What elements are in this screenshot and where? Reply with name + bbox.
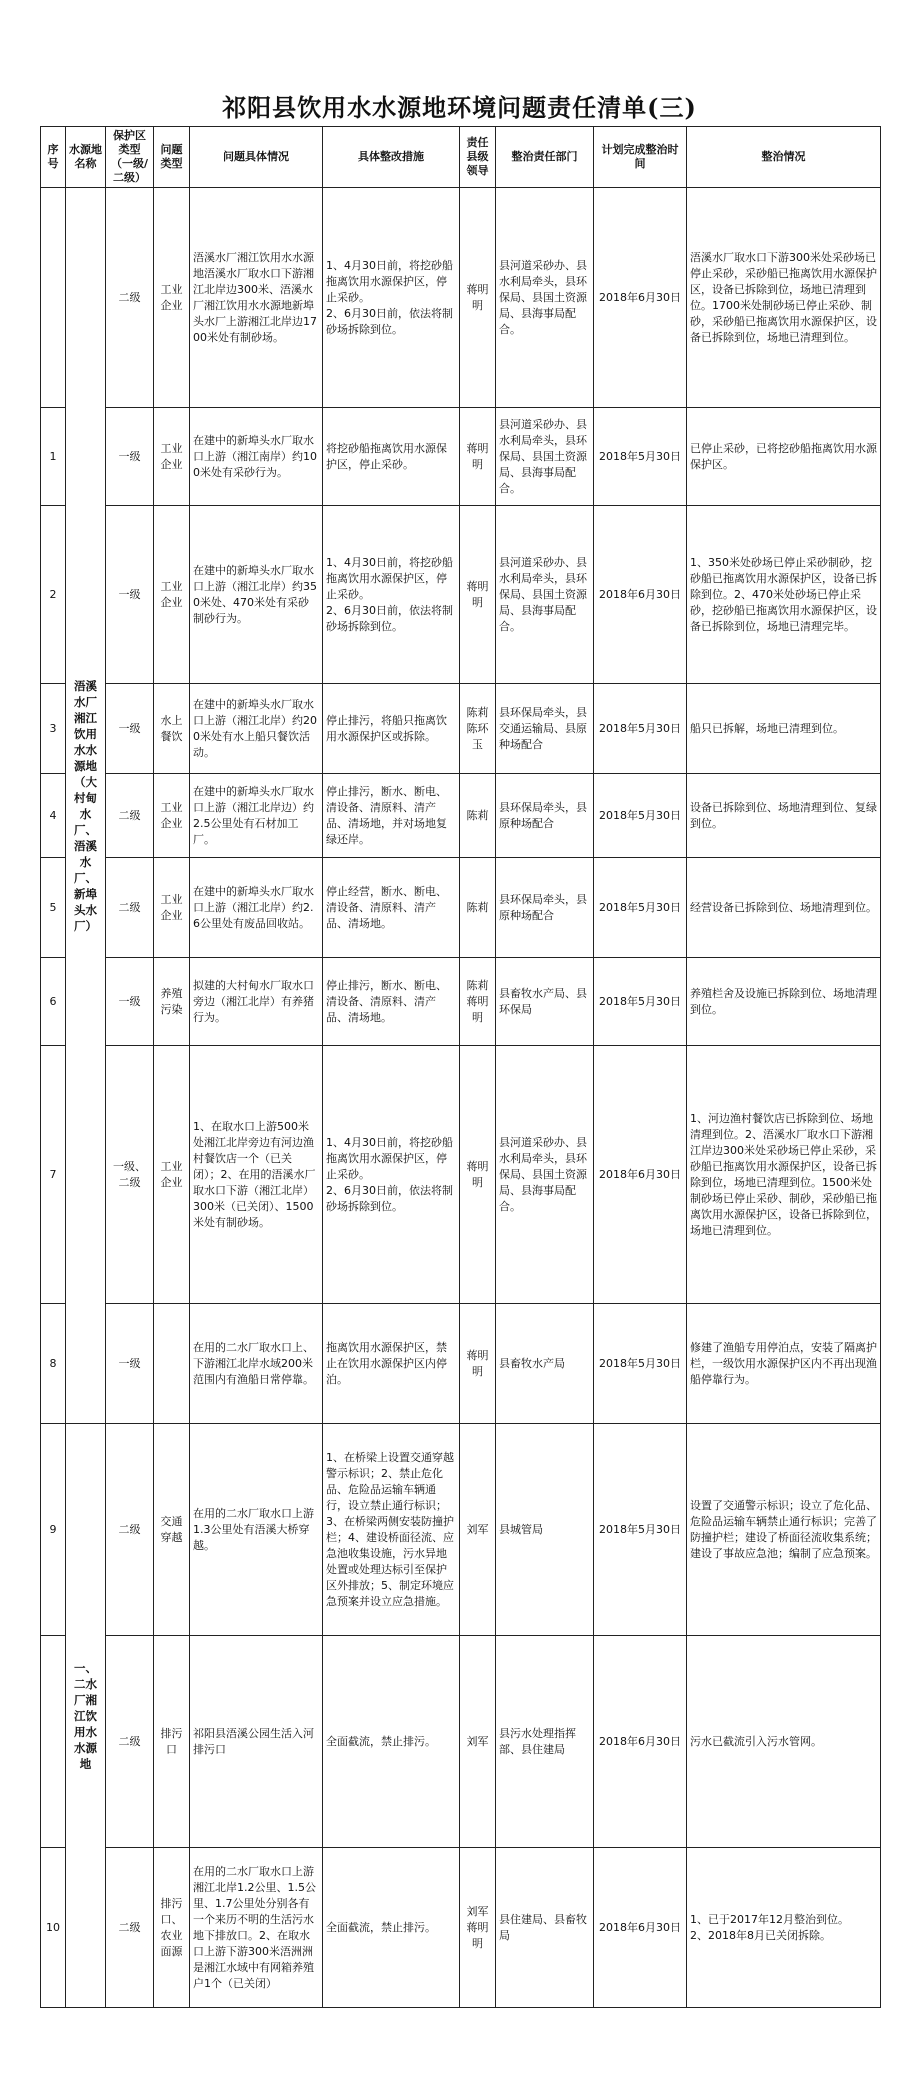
cell-problem-type: 排污口、农业面源 [154, 1848, 190, 2008]
cell-detail: 拟建的大村甸水厂取水口旁边（湘江北岸）有养猪行为。 [190, 958, 323, 1046]
cell-leader: 蒋明明 [460, 188, 496, 408]
header-deadline: 计划完成整治时间 [594, 127, 687, 188]
cell-detail: 浯溪水厂湘江饮用水水源地浯溪水厂取水口下游湘江北岸边300米、浯溪水厂湘江饮用水水源地新埠头水厂上游湘江北岸边1700米处有制砂场。 [190, 188, 323, 408]
cell-deadline: 2018年5月30日 [594, 958, 687, 1046]
cell-leader: 蒋明明 [460, 408, 496, 506]
page-title: 祁阳县饮用水水源地环境问题责任清单(三) [222, 93, 697, 122]
cell-zone: 一级 [106, 408, 154, 506]
cell-leader: 刘军蒋明明 [460, 1848, 496, 2008]
cell-dept: 县环保局牵头，县原种场配合 [496, 774, 594, 858]
cell-deadline: 2018年5月30日 [594, 684, 687, 774]
table-row [41, 1304, 881, 1424]
cell-measure: 停止排污，断水、断电、清设备、清原料、清产品、清场地。 [323, 958, 460, 1046]
cell-dept: 县城管局 [496, 1424, 594, 1636]
cell-problem-type: 交通穿越 [154, 1424, 190, 1636]
cell-zone: 一级 [106, 958, 154, 1046]
cell-leader: 陈莉 [460, 774, 496, 858]
table-row [41, 858, 881, 958]
header-source: 水源地名称 [66, 127, 106, 188]
cell-detail: 在用的二水厂取水口上游1.3公里处有浯溪大桥穿越。 [190, 1424, 323, 1636]
cell-seq: 7 [41, 1046, 66, 1304]
cell-deadline: 2018年5月30日 [594, 774, 687, 858]
cell-detail: 在建中的新埠头水厂取水口上游（湘江南岸）约100米处有采砂行为。 [190, 408, 323, 506]
cell-source-group: 浯溪水厂湘江饮用水水源地（大村甸水厂、浯溪水厂、新埠头水厂） [66, 188, 106, 1424]
table-row [41, 684, 881, 774]
header-detail: 问题具体情况 [190, 127, 323, 188]
cell-seq: 2 [41, 506, 66, 684]
cell-measure: 全面截流，禁止排污。 [323, 1848, 460, 2008]
cell-deadline: 2018年6月30日 [594, 188, 687, 408]
cell-leader: 蒋明明 [460, 1046, 496, 1304]
cell-dept: 县河道采砂办、县水利局牵头，县环保局、县国土资源局、县海事局配合。 [496, 1046, 594, 1304]
cell-measure: 停止排污，将船只拖离饮用水源保护区或拆除。 [323, 684, 460, 774]
cell-status: 养殖栏舍及设施已拆除到位、场地清理到位。 [687, 958, 881, 1046]
cell-problem-type: 养殖污染 [154, 958, 190, 1046]
cell-detail: 1、在取水口上游500米处湘江北岸旁边有河边渔村餐饮店一个（已关闭）；2、在用的浯溪水厂取水口下游（湘江北岸）300米（已关闭）、1500米处有制砂场。 [190, 1046, 323, 1304]
cell-detail: 在用的二水厂取水口上、下游湘江北岸水域200米范围内有渔船日常停靠。 [190, 1304, 323, 1424]
cell-seq: 9 [41, 1424, 66, 1636]
cell-seq: 10 [41, 1848, 66, 2008]
cell-zone: 二级 [106, 858, 154, 958]
cell-problem-type: 工业企业 [154, 506, 190, 684]
cell-zone: 一级 [106, 684, 154, 774]
cell-deadline: 2018年5月30日 [594, 858, 687, 958]
header-measure: 具体整改措施 [323, 127, 460, 188]
cell-seq: 6 [41, 958, 66, 1046]
cell-detail: 祁阳县浯溪公园生活入河排污口 [190, 1636, 323, 1848]
header-zone: 保护区类型（一级/二级） [106, 127, 154, 188]
cell-zone: 一级、二级 [106, 1046, 154, 1304]
cell-deadline: 2018年5月30日 [594, 1304, 687, 1424]
cell-dept: 县畜牧水产局 [496, 1304, 594, 1424]
cell-status: 设置了交通警示标识；设立了危化品、危险品运输车辆禁止通行标识；完善了防撞护栏；建设了桥面径流收集系统；建设了事故应急池；编制了应急预案。 [687, 1424, 881, 1636]
cell-measure: 停止排污，断水、断电、清设备、清原料、清产品、清场地，并对场地复绿还岸。 [323, 774, 460, 858]
cell-problem-type: 水上餐饮 [154, 684, 190, 774]
cell-measure: 1、在桥梁上设置交通穿越警示标识；2、禁止危化品、危险品运输车辆通行，设立禁止通行标识；3、在桥梁两侧安装防撞护栏；4、建设桥面径流、应急池收集设施，污水异地处置或处理达标引至保护区外排放；5、制定环境应急预案并设立应急措施。 [323, 1424, 460, 1636]
cell-dept: 县河道采砂办、县水利局牵头，县环保局、县国土资源局、县海事局配合。 [496, 506, 594, 684]
cell-leader: 刘军 [460, 1636, 496, 1848]
table-row [41, 408, 881, 506]
cell-status: 1、350米处砂场已停止采砂制砂，挖砂船已拖离饮用水源保护区，设备已拆除到位。2、470米处砂场已停止采砂，挖砂船已拖离饮用水源保护区，设备已拆除到位，场地已清理完毕。 [687, 506, 881, 684]
cell-status: 已停止采砂，已将挖砂船拖离饮用水源保护区。 [687, 408, 881, 506]
cell-status: 船只已拆解，场地已清理到位。 [687, 684, 881, 774]
cell-zone: 二级 [106, 1848, 154, 2008]
header-seq: 序号 [41, 127, 66, 188]
cell-status: 修建了渔船专用停泊点，安装了隔离护栏，一级饮用水源保护区内不再出现渔船停靠行为。 [687, 1304, 881, 1424]
table-row [41, 188, 881, 408]
cell-seq: 5 [41, 858, 66, 958]
cell-source-group: 一、二水厂湘江饮用水水源地 [66, 1424, 106, 2008]
cell-dept: 县河道采砂办、县水利局牵头，县环保局、县国土资源局、县海事局配合。 [496, 408, 594, 506]
cell-dept: 县环保局牵头，县交通运输局、县原种场配合 [496, 684, 594, 774]
cell-deadline: 2018年6月30日 [594, 1046, 687, 1304]
table-row [41, 958, 881, 1046]
cell-problem-type: 工业企业 [154, 408, 190, 506]
cell-seq: 3 [41, 684, 66, 774]
cell-measure: 全面截流，禁止排污。 [323, 1636, 460, 1848]
cell-detail: 在建中的新埠头水厂取水口上游（湘江北岸）约2.6公里处有废品回收站。 [190, 858, 323, 958]
cell-deadline: 2018年6月30日 [594, 1636, 687, 1848]
header-dept: 整治责任部门 [496, 127, 594, 188]
cell-seq: 8 [41, 1304, 66, 1424]
cell-seq: 1 [41, 408, 66, 506]
table-row [41, 1848, 881, 2008]
cell-detail: 在建中的新埠头水厂取水口上游（湘江北岸边）约2.5公里处有石材加工厂。 [190, 774, 323, 858]
cell-dept: 县污水处理指挥部、县住建局 [496, 1636, 594, 1848]
cell-leader: 蒋明明 [460, 506, 496, 684]
cell-problem-type: 工业企业 [154, 774, 190, 858]
cell-status: 1、已于2017年12月整治到位。 2、2018年8月已关闭拆除。 [687, 1848, 881, 2008]
cell-seq [41, 188, 66, 408]
header-problem-type: 问题类型 [154, 127, 190, 188]
cell-measure: 1、4月30日前，将挖砂船拖离饮用水源保护区，停止采砂。 2、6月30日前，依法将制砂场拆除到位。 [323, 188, 460, 408]
cell-deadline: 2018年6月30日 [594, 1848, 687, 2008]
table-row [41, 506, 881, 684]
cell-leader: 陈莉 [460, 858, 496, 958]
table-row [41, 774, 881, 858]
responsibility-table [40, 126, 881, 2008]
cell-deadline: 2018年6月30日 [594, 506, 687, 684]
cell-measure: 停止经营，断水、断电、清设备、清原料、清产品、清场地。 [323, 858, 460, 958]
cell-zone: 二级 [106, 1636, 154, 1848]
cell-dept: 县河道采砂办、县水利局牵头，县环保局、县国土资源局、县海事局配合。 [496, 188, 594, 408]
cell-detail: 在建中的新埠头水厂取水口上游（湘江北岸）约200米处有水上船只餐饮活动。 [190, 684, 323, 774]
header-status: 整治情况 [687, 127, 881, 188]
cell-problem-type: 工业企业 [154, 858, 190, 958]
cell-measure: 将挖砂船拖离饮用水源保护区，停止采砂。 [323, 408, 460, 506]
cell-status: 污水已截流引入污水管网。 [687, 1636, 881, 1848]
cell-problem-type: 工业企业 [154, 1046, 190, 1304]
cell-status: 浯溪水厂取水口下游300米处采砂场已停止采砂，采砂船已拖离饮用水源保护区，设备已拆除到位，场地已清理到位。1700米处制砂场已停止采砂、制砂，采砂船已拖离饮用水源保护区，设备已拆除到位，场地已清理到位。 [687, 188, 881, 408]
cell-measure: 1、4月30日前，将挖砂船拖离饮用水源保护区，停止采砂。 2、6月30日前，依法将制砂场拆除到位。 [323, 1046, 460, 1304]
cell-leader: 刘军 [460, 1424, 496, 1636]
cell-deadline: 2018年5月30日 [594, 408, 687, 506]
cell-zone: 一级 [106, 506, 154, 684]
cell-detail: 在建中的新埠头水厂取水口上游（湘江北岸）约350米处、470米处有采砂制砂行为。 [190, 506, 323, 684]
cell-measure: 1、4月30日前，将挖砂船拖离饮用水源保护区，停止采砂。 2、6月30日前，依法将制砂场拆除到位。 [323, 506, 460, 684]
cell-zone: 二级 [106, 188, 154, 408]
cell-problem-type [154, 1304, 190, 1424]
cell-zone: 一级 [106, 1304, 154, 1424]
header-leader: 责任县级领导 [460, 127, 496, 188]
cell-detail: 在用的二水厂取水口上游湘江北岸1.2公里、1.5公里、1.7公里处分别各有一个来历不明的生活污水地下排放口。2、在取水口上游下游300米浯洲洲是湘江水域中有网箱养殖户1个（已关闭） [190, 1848, 323, 2008]
cell-dept: 县住建局、县畜牧局 [496, 1848, 594, 2008]
cell-problem-type: 工业企业 [154, 188, 190, 408]
cell-leader: 陈莉陈环玉 [460, 684, 496, 774]
cell-dept: 县畜牧水产局、县环保局 [496, 958, 594, 1046]
cell-seq [41, 1636, 66, 1848]
cell-seq: 4 [41, 774, 66, 858]
cell-status: 1、河边渔村餐饮店已拆除到位、场地清理到位。2、浯溪水厂取水口下游湘江岸边300米处采砂场已停止采砂，采砂船已拖离饮用水源保护区，设备已拆除到位，场地已清理到位。1500米处制砂场已停止采砂、制砂，采砂船已拖离饮用水源保护区，设备已拆除到位，场地已清理到位。 [687, 1046, 881, 1304]
cell-status: 设备已拆除到位、场地清理到位、复绿到位。 [687, 774, 881, 858]
cell-leader: 蒋明明 [460, 1304, 496, 1424]
table-row [41, 1046, 881, 1304]
table-row [41, 1636, 881, 1848]
cell-zone: 二级 [106, 1424, 154, 1636]
cell-status: 经营设备已拆除到位、场地清理到位。 [687, 858, 881, 958]
table-row [41, 1424, 881, 1636]
cell-measure: 拖离饮用水源保护区，禁止在饮用水源保护区内停泊。 [323, 1304, 460, 1424]
cell-problem-type: 排污口 [154, 1636, 190, 1848]
cell-dept: 县环保局牵头，县原种场配合 [496, 858, 594, 958]
cell-zone: 二级 [106, 774, 154, 858]
cell-deadline: 2018年5月30日 [594, 1424, 687, 1636]
cell-leader: 陈莉蒋明明 [460, 958, 496, 1046]
header-row [41, 127, 881, 188]
